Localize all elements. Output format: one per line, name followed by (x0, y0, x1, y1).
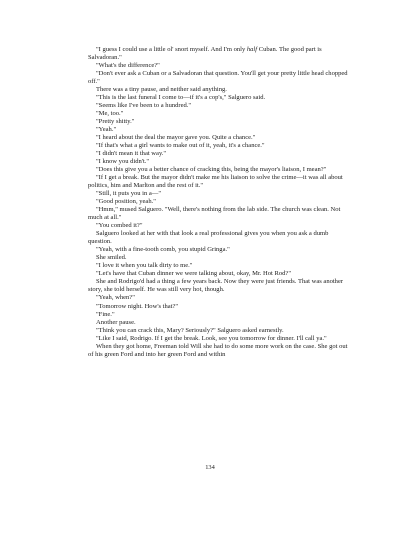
paragraph: "If I get a break. But the mayor didn't make me his liaison to solve the crime—it was all about politics, him and Marlton and the rest of it." (88, 174, 343, 190)
paragraph: "Don't ever ask a Cuban or a Salvadoran that question. You'll get your pretty little head chopped off." (88, 70, 348, 86)
paragraph: "I love it when you talk dirty to me." (96, 262, 193, 270)
body-text (88, 46, 350, 359)
paragraph: "This is the last funeral I come to—if it's a cop's," Salguero said. (96, 94, 266, 102)
paragraph: "I guess I could use a little ol' snort myself. And I'm only half Cuban. The good part is Salvadoran." (88, 46, 322, 62)
paragraph: "Yeah." (96, 126, 117, 134)
paragraph: "I know you didn't." (96, 158, 150, 166)
paragraph: Salguero looked at her with that look a real professional gives you when you ask a dumb question. (88, 230, 329, 246)
paragraph: "I didn't mean it that way." (96, 150, 167, 158)
paragraph: There was a tiny pause, and neither said anything. (96, 86, 227, 94)
paragraph: She smiled. (96, 254, 127, 262)
paragraph: "Hmm," mused Salguero. "Well, there's nothing from the lab side. The church was clean. Not much at all." (88, 206, 341, 222)
paragraph: "Let's have that Cuban dinner we were talking about, okay, Mr. Hot Rod?" (96, 270, 292, 278)
paragraph: "Pretty shitty." (96, 118, 135, 126)
paragraph: "Still, it puts you in a—" (96, 190, 161, 198)
paragraph: "Like I said, Rodrigo. If I get the break. Look, see you tomorrow for dinner. I'll call ya." (96, 334, 327, 342)
paragraph: "Seems like I've been to a hundred." (96, 102, 192, 110)
paragraph: "Tomorrow night. How's that?" (96, 302, 179, 310)
paragraph: Another pause. (96, 318, 136, 326)
paragraph: "Does this give you a better chance of cracking this, being the mayor's liaison, I mean?" (96, 166, 327, 174)
page-number: 134 (205, 464, 215, 471)
paragraph: "Fine." (96, 310, 115, 318)
paragraph: "Think you can crack this, Mary? Seriously?" Salguero asked earnestly. (96, 326, 284, 334)
paragraph: She and Rodrigo'd had a thing a few years back. Now they were just friends. That was another story, she told herself. He was still very hot, though. (88, 278, 344, 294)
paragraph: "Yeah, when?" (96, 294, 135, 302)
paragraph: "Good position, yeah." (96, 198, 156, 206)
paragraph: "Me, too." (96, 110, 124, 118)
paragraph: "Yeah, with a fine-tooth comb, you stupid Gringa." (96, 246, 230, 254)
paragraph: "If that's what a girl wants to make out of it, yeah, it's a chance." (96, 142, 265, 150)
paragraph: "You combed it?" (96, 222, 143, 230)
paragraph: "What's the difference?" (96, 62, 160, 70)
paragraph: When they got home, Freeman told Will she had to do some more work on the case. She got out of his green Ford and into her green Ford and within (88, 342, 348, 358)
paragraph: "I heard about the deal the mayor gave you. Quite a chance." (96, 134, 256, 142)
